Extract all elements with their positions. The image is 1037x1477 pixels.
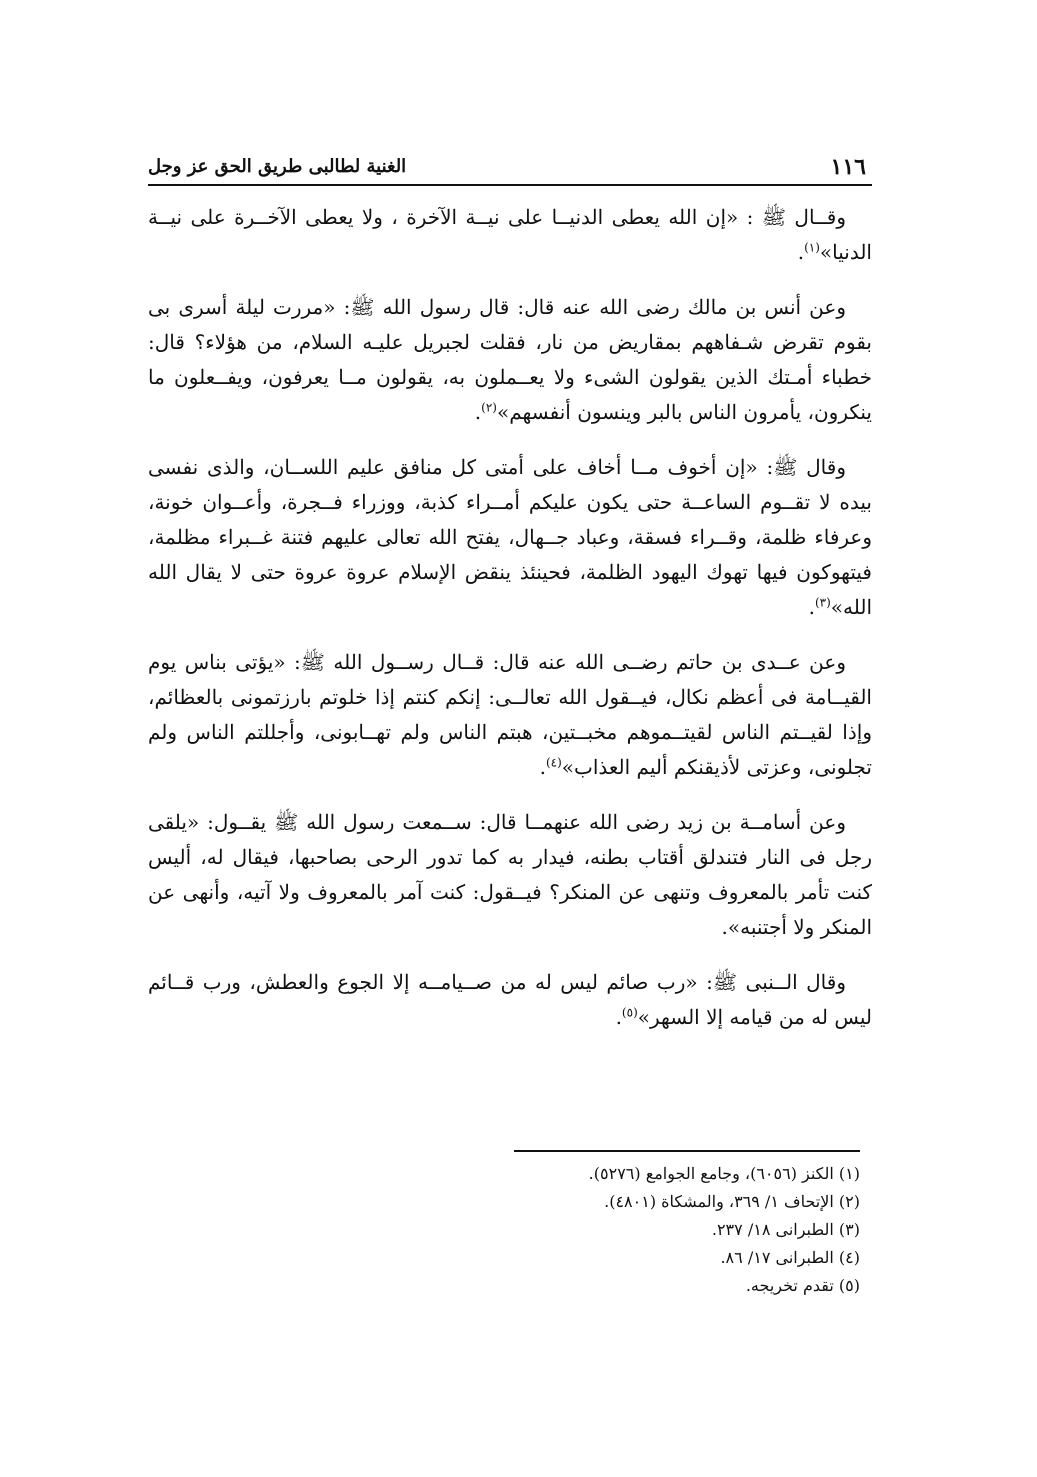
paragraph bbox=[148, 450, 872, 625]
paragraph-end: . bbox=[539, 755, 546, 779]
paragraph-text: وقــال ﷺ : «إن الله يعطى الدنيــا على نيــة الآخرة ، ولا يعطى الآخــرة على نيــة الدنيا» bbox=[148, 205, 872, 264]
footnote-ref: (٢) bbox=[481, 400, 497, 415]
paragraph bbox=[148, 290, 872, 430]
paragraph-text: وقال الــنبى ﷺ: «رب صائم ليس له من صــيامــه إلا الجوع والعطش، ورب قــائم ليس له من قيامه إلا السهر» bbox=[148, 970, 872, 1029]
footnote-ref: (٣) bbox=[814, 595, 831, 610]
footnote: (٥) تقدم تخريجه. bbox=[745, 1276, 860, 1295]
footnote: (٢) الإتحاف ١/ ٣٦٩، والمشكاة (٤٨٠١). bbox=[604, 1192, 860, 1211]
footnote-ref: (٥) bbox=[621, 1005, 638, 1020]
paragraph bbox=[148, 645, 872, 785]
paragraph-end: . bbox=[808, 595, 815, 619]
paragraph-text: وعن عــدى بن حاتم رضــى الله عنه قال: قــال رســول الله ﷺ: «يؤتى بناس يوم القيــامة فى أعظم نكال، فيــقول الله تعالــى: إنكم كنتم إذا خلوتم بارزتمونى بالعظائم، وإذا لقيــتم الناس لقيتــموهم مخبــتين، هبتم الناس ولم تهــابونى، وأجللتم الناس ولم تجلونى، وعزتى لأذيقنكم أليم العذاب» bbox=[148, 650, 872, 779]
running-title: الغنية لطالبى طريق الحق عز وجل bbox=[148, 156, 407, 177]
footnote: (٣) الطبرانى ١٨/ ٢٣٧. bbox=[711, 1220, 860, 1239]
paragraph-text: وعن أنس بن مالك رضى الله عنه قال: قال رسول الله ﷺ: «مررت ليلة أسرى بى بقوم تقرض شـفاههم بمقاريض من نار، فقلت لجبريل عليـه السلام، من هؤلاء؟ قال: خطباء أمـتك الذين يقولون الشىء ولا يعــملون به، يقولون مــا يعرفون، ويفــعلون ما ينكرون، يأمرون الناس بالبر وينسون أنفسهم» bbox=[148, 295, 872, 424]
footnote: (٤) الطبرانى ١٧/ ٨٦. bbox=[720, 1248, 860, 1267]
body-text bbox=[148, 200, 872, 1035]
footnote-ref: (١) bbox=[804, 240, 820, 255]
paragraph-end: . bbox=[615, 1005, 622, 1029]
footnote-divider bbox=[514, 1150, 860, 1152]
page-number: ١١٦ bbox=[830, 154, 866, 180]
paragraph bbox=[148, 805, 872, 945]
paragraph-end: . bbox=[797, 240, 805, 264]
page-header bbox=[148, 148, 872, 186]
footnotes bbox=[148, 1150, 868, 1300]
footnote: (١) الكنز (٦٠٥٦)، وجامع الجوامع (٥٢٧٦). bbox=[588, 1164, 860, 1183]
paragraph bbox=[148, 965, 872, 1035]
book-page bbox=[148, 148, 872, 1055]
paragraph-end: . bbox=[721, 915, 728, 939]
paragraph-text: وقال ﷺ: «إن أخوف مــا أخاف على أمتى كل منافق عليم اللســان، والذى نفسى بيده لا تقــوم الساعــة حتى يكون عليكم أمــراء كذبة، ووزراء فــجرة، وأعــوان خونة، وعرفاء ظلمة، وقــراء فسقة، وعباد جــهال، يفتح الله تعالى عليهم فتنة غــبراء مظلمة، فيتهوكون فيها تهوك اليهود الظلمة، فحينئذ ينقض الإسلام عروة عروة حتى لا يقال الله الله» bbox=[148, 455, 872, 619]
paragraph bbox=[148, 200, 872, 270]
footnote-ref: (٤) bbox=[545, 755, 562, 770]
paragraph-text: وعن أسامــة بن زيد رضى الله عنهمــا قال: ســمعت رسول الله ﷺ يقــول: «يلقى رجل فى النار فتندلق أقتاب بطنه، فيدار به كما تدور الرحى بصاحبها، فيقال له، أليس كنت تأمر بالمعروف وتنهى عن المنكر؟ فيــقول: كنت آمر بالمعروف ولا آتيه، وأنهى عن المنكر ولا أجتنبه» bbox=[148, 810, 872, 939]
paragraph-end: . bbox=[474, 400, 482, 424]
